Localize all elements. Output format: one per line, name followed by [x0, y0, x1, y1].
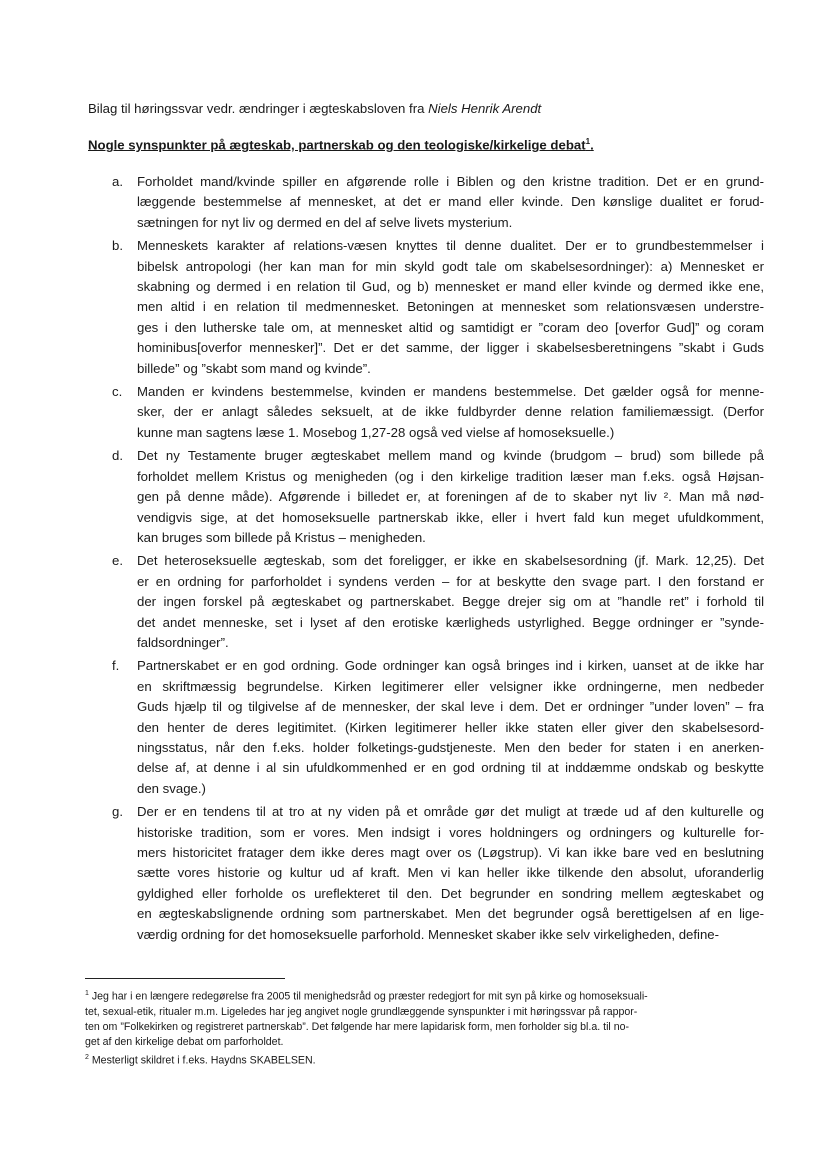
footnote-text: Mesterligt skildret i f.eks. Haydns SKABELSEN. [88, 1054, 316, 1067]
text-line: Manden er kvindens bestemmelse, kvinden er mandens bestemmelse. Det gælder også for menne- [137, 384, 764, 400]
list-item-letter: g. [112, 804, 123, 820]
footnote-text: tet, sexual-etik, ritualer m.m. Ligeledes har jeg angivet nogle grundlæggende synspunkter i mit høringssvar på rappor- [85, 1005, 638, 1018]
list-item-letter: d. [112, 448, 123, 464]
text-line: delse af, at denne i al sin ufuldkommenhed er en god ordning til at inddæmme ondskab og beskytte [137, 760, 764, 776]
text-line: Partnerskabet er en god ordning. Gode ordninger kan også bringes ind i kirken, uanset at de ikke har [137, 658, 764, 674]
text-line: hominibus[overfor mennesker]”. Det er det samme, der ligger i skabelsesberetningens ”skabt i Guds [137, 340, 764, 356]
footnote-mark: 2 [85, 1053, 89, 1061]
text-line: men altid i en relation til medmennesket. Betoningen at mennesket som relationsvæsen understre- [137, 299, 764, 315]
text-line: der ingen forskel på ægteskabet og partnerskabet. Begge drejer sig om at ”handle ret” i forhold til [137, 594, 764, 610]
text-line: Der er en tendens til at tro at ny viden på et område gør det muligt at træde ud af den kulturelle og [137, 804, 764, 820]
list-item [112, 656, 764, 799]
list-item-letter: f. [112, 658, 120, 674]
footnotes [85, 986, 765, 1069]
heading-tail: . [590, 137, 594, 153]
list-item [112, 382, 764, 443]
text-line: er en ordning for parforholdet i syndens verden – for at beskytte den svage part. I den forstand er [137, 573, 764, 589]
footnote-line [85, 1020, 765, 1035]
text-line: en skriftmæssig begrundelse. Kirken legitimerer eller velsigner ikke ordningerne, men nedbeder [137, 678, 764, 694]
text-line: den henter de deres legitimitet. (Kirken legitimerer heller ikke staten eller giver den skabelsesord- [137, 719, 764, 735]
text-line: faldsordninger”. [137, 634, 229, 650]
footnote-text: ten om ”Folkekirken og registreret partnerskab”. Det følgende har mere lapidarisk form, men forholder sig bl.a. til no- [85, 1020, 630, 1033]
list-item-letter: b. [112, 238, 123, 254]
footnote-divider [85, 978, 285, 979]
text-line: kan bruges som billede på Kristus – menigheden. [137, 529, 426, 545]
text-line: gen på denne måde). Afgørende i billedet er, at foreningen af de to skaber nyt liv ². Man må nød- [137, 489, 764, 505]
text-line: det andet menneske, set i lyset af den erotiske kærligheds ustyrlighed. Begge ordninger er ”synde- [137, 614, 764, 630]
text-line: bibelsk antropologi (her kan man for min skyld godt tale om skabelsesordninger): a) Mennesket er [137, 258, 764, 274]
list-item-letter: a. [112, 174, 123, 189]
text-line: læggende bestemmelse af mennesket, at det er mand eller kvinde. Den kønslige dualitet er forud- [137, 194, 764, 210]
text-line: historiske tradition, som er vores. Men indsigt i vores holdningers og ordningers og kulturelle for- [137, 824, 764, 840]
text-line: gyldighed eller forholde os ureflekteret til den. Det begrunder en sondring mellem ægteskabet og [137, 885, 764, 901]
list-item [112, 802, 764, 945]
header-author: Niels Henrik Arendt [428, 101, 542, 116]
footnote-text: get af den kirkelige debat om parforholdet. [85, 1035, 284, 1048]
document-header [88, 101, 541, 116]
section-heading [88, 137, 594, 152]
list-item-letter: e. [112, 553, 123, 569]
list-item-letter: c. [112, 384, 123, 400]
text-line: Det ny Testamente bruger ægteskabet mellem mand og kvinde (brudgom – brud) som billede på [137, 448, 764, 464]
item-list [0, 172, 827, 948]
text-line: mers historicitet fratager dem ikke deres magt over os (Løgstrup). Vi kan ikke bare ved en beslutning [137, 845, 764, 860]
list-item [112, 551, 764, 653]
text-line: ningsstatus, når den f.eks. holder folketings-gudstjeneste. Men den beder for staten i en anerken- [137, 739, 764, 755]
text-line: sætningen for nyt liv og dermed en del af selve livets mysterium. [137, 214, 513, 230]
text-line: Guds hjælp til og tilgivelse af de mennesker, der skal leve i dem. Det er ordninger ”under loven” – fra [137, 699, 764, 715]
footnote-line [85, 1050, 765, 1069]
text-line: skabning og dermed i en relation til Gud, og b) mennesket er mand eller kvinde og dermed ikke ene, [137, 279, 764, 295]
footnote-text: Jeg har i en længere redegørelse fra 2005 til menighedsråd og præster redegjort for mit syn på kirke og homoseksuali- [88, 990, 648, 1003]
text-line: sætte vores historie og kultur ud af kraft. Men vi kan heller ikke tilkende den absolut, uforanderlig [137, 865, 764, 881]
footnote-mark: 1 [85, 990, 89, 997]
text-line: Det heteroseksuelle ægteskab, som det foreligger, er ikke en skabelsesordning (jf. Mark. 12,25). Det [137, 553, 764, 569]
text-line: ges i den lutherske tale om, at mennesket altid og samtidigt er ”coram deo [overfor Gud]” og coram [137, 319, 764, 335]
text-line: vendigvis sige, at det homoseksuelle partnerskab ikke, eller i hvert fald kun meget ufuldkomment, [137, 509, 764, 525]
text-line: kunne man sagtens læse 1. Mosebog 1,27-28 også ved vielse af homoseksuelle.) [137, 424, 615, 440]
text-line: sker, der er anlagt således seksuelt, at de ikke fuldbyrder denne relation familiemæssigt. (Derfor [137, 404, 764, 420]
text-line: den svage.) [137, 780, 206, 796]
list-item [112, 236, 764, 379]
footnote-line [85, 1005, 765, 1020]
footnote-line [85, 986, 765, 1005]
footnote-line [85, 1035, 765, 1050]
text-line: værdig ordning for det homoseksuelle parforhold. Mennesket skaber ikke selv virkeligheden, define- [137, 926, 720, 942]
text-line: en ægteskabslignende ordning som partnerskabet. Men det begrunder også berettigelsen af en lige- [137, 906, 764, 922]
heading-text: Nogle synspunkter på ægteskab, partnerskab og den teologiske/kirkelige debat [88, 137, 586, 153]
text-line: Menneskets karakter af relations-væsen knyttes til denne dualitet. Der er to grundbestemmelser i [137, 238, 764, 254]
list-item [112, 172, 764, 233]
header-text: Bilag til høringssvar vedr. ændringer i ægteskabsloven fra [88, 101, 429, 116]
list-item [112, 446, 764, 548]
heading-footnote-mark[interactable]: 1 [585, 137, 591, 146]
text-line: forholdet mellem Kristus og menigheden (og i den kirkelige tradition læser man f.eks. også Højsan- [137, 468, 764, 484]
text-line: billede” og ”skabt som mand og kvinde”. [137, 360, 371, 376]
text-line: Forholdet mand/kvinde spiller en afgørende rolle i Biblen og den kristne tradition. Det er en grund- [137, 174, 764, 189]
